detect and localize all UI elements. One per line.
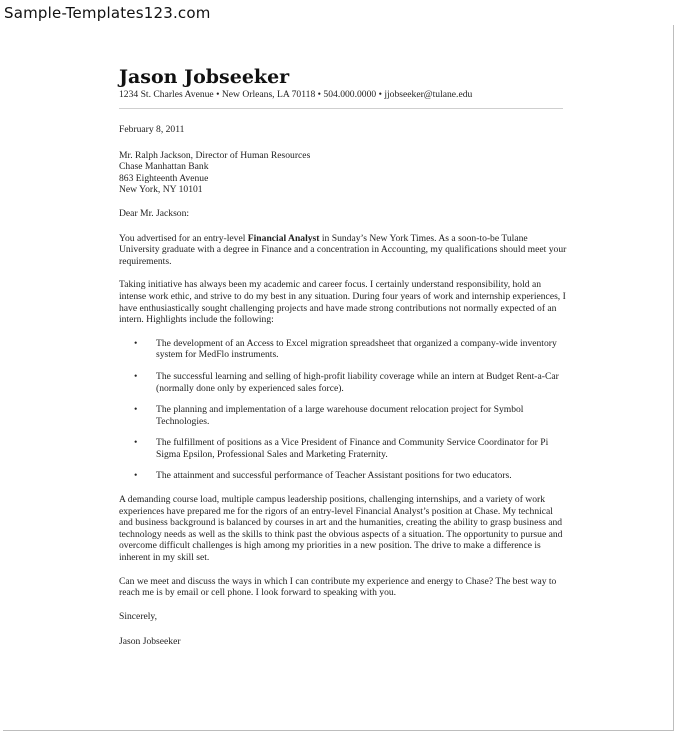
bullet-icon: • [134,370,138,382]
list-item [119,470,569,482]
bullet-icon: • [134,337,138,349]
recipient-line: Chase Manhattan Bank [119,161,209,173]
recipient-line: 863 Eighteenth Avenue [119,172,209,184]
paragraph-intro-text: in Sunday’s New York Times. As a soon-to-be Tulane University graduate with a degree in Finance and a concentration in Accounting, my qualifications should meet your requirements. [119,232,567,267]
paragraph-call-to-action: Can we meet and discuss the ways in which I can contribute my experience and energy to Chase? The best way to reach me is by email or cell phone. I look forward to speaking with you. [119,575,557,599]
sender-contact-line: 1234 St. Charles Avenue • New Orleans, LA 70118 • 504.000.0000 • jjobseeker@tulane.edu [119,89,473,100]
paragraph-intro [119,233,569,268]
closing: Sincerely, [119,610,158,622]
bullet-icon: • [134,470,138,482]
paragraph-intro-text: You advertised for an entry-level [119,232,248,244]
job-title-bold: Financial Analyst [247,232,320,244]
recipient-address [119,150,569,196]
highlights-list [119,338,569,482]
list-item-text: The planning and implementation of a large warehouse document relocation project for Symbol Technologies. [156,404,524,427]
list-item-text: The successful learning and selling of high-profit liability coverage while an intern at Budget Rent-a-Car (normally done only by experienced sales force). [156,370,559,394]
salutation: Dear Mr. Jackson: [119,207,190,219]
paragraph-experience: Taking initiative has always been my academic and career focus. I certainly understand responsibility, hold an intense work ethic, and strive to do my best in any situation. During four years of work and internship experiences, I have enthusiastically sought challenging projects and have made strong contributions not normally expected of an intern. Highlights include the following: [119,279,566,326]
recipient-line: New York, NY 10101 [119,184,203,196]
bullet-icon: • [134,437,138,449]
list-item [119,404,569,427]
list-item [119,437,569,460]
recipient-line: Mr. Ralph Jackson, Director of Human Resources [119,149,311,161]
sender-name: Jason Jobseeker [119,66,290,88]
bullet-icon: • [134,404,138,416]
cover-letter [119,66,569,648]
list-item-text: The fulfillment of positions as a Vice President of Finance and Community Service Coordinator for Pi Sigma Epsilon, Professional Sales and Marketing Fraternity. [156,437,549,460]
letter-date: February 8, 2011 [119,124,185,135]
list-item-text: The development of an Access to Excel migration spreadsheet that organized a company-wide inventory system for MedFlo instruments. [156,337,557,361]
list-item-text: The attainment and successful performance of Teacher Assistant positions for two educators. [156,470,512,482]
header-divider [119,108,563,109]
list-item [119,371,569,394]
paragraph-background: A demanding course load, multiple campus leadership positions, challenging internships, and a variety of work experiences have prepared me for the rigors of an entry-level Financial Analyst’s position at Chase. My technical and business background is balanced by courses in art and the humanities, creating the ability to grasp business and technology needs as well as the skills to think past the obvious aspects of a situation. The opportunity to pursue and overcome difficult challenges is high among my priorities in a new position. The drive to make a difference is inherent in my skill set. [119,494,563,564]
signature-name: Jason Jobseeker [119,636,181,648]
list-item [119,338,569,361]
site-watermark: Sample-Templates123.com [4,4,211,22]
